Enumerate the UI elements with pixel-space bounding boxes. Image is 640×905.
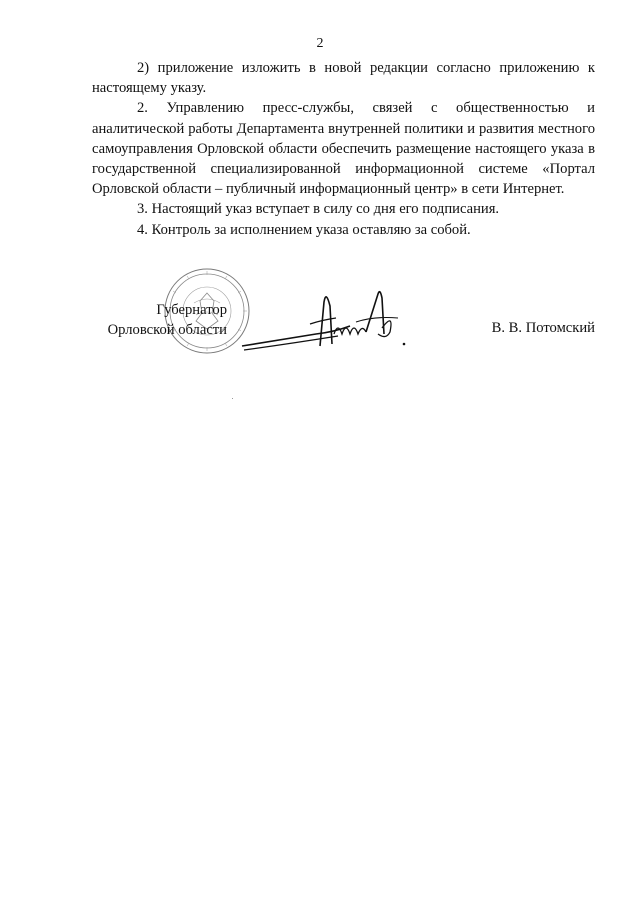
signatory-name: В. В. Потомский [491,320,595,336]
governor-title-line1: Губернатор [156,302,227,318]
paragraph-control: 4. Контроль за исполнением указа оставляю за собой. [137,221,471,238]
handwritten-signature-image [238,284,416,354]
governor-title-line2: Орловской области [107,322,227,338]
signature-block [0,260,640,380]
document-body [92,58,595,240]
page-number: 2 [316,36,324,51]
paragraph-publication: 2. Управлению пресс-службы, связей с общественностью и аналитической работы Департамента внутренней политики и развития местного самоуправления Орловской области обеспечить размещение настоящего указа в государственной специализированной информационной системе «Портал Орловской области – публичный информационный центр» в сети Интернет. [92,100,595,198]
scan-speck [232,398,233,399]
paragraph-amendment: 2) приложение изложить в новой редакции согласно приложению к настоящему указу. [92,60,595,97]
governor-title [92,300,227,340]
paragraph-effective-date: 3. Настоящий указ вступает в силу со дня его подписания. [137,201,500,218]
